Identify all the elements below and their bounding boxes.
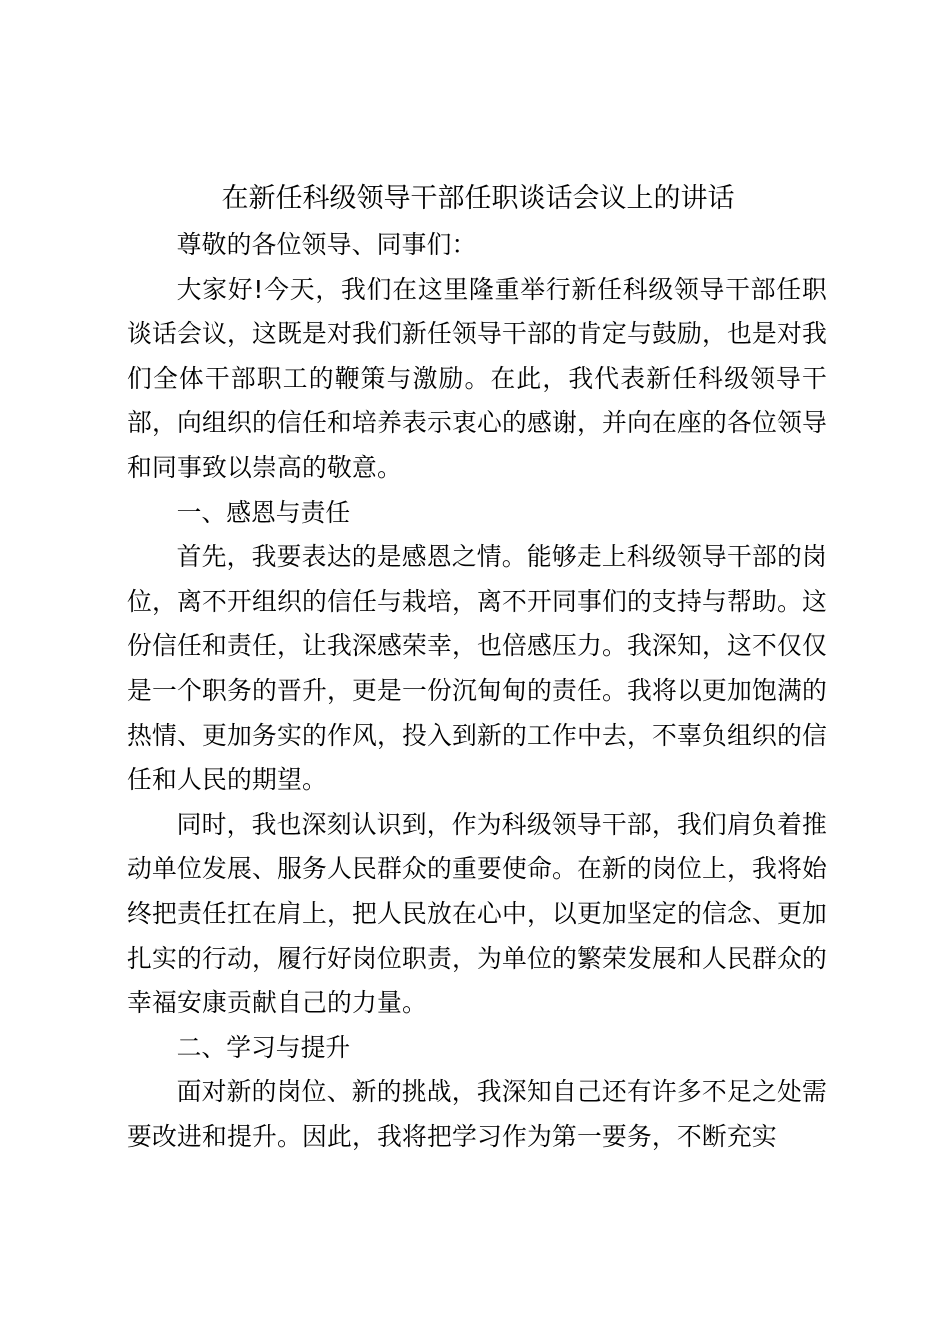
document-body (127, 223, 827, 1159)
section-heading-learning: 二、学习与提升 (176, 1032, 351, 1062)
body-paragraph: 面对新的岗位、新的挑战，我深知自己还有许多不足之处需要改进和提升。因此，我将把学习作为第一要务，不断充实 (127, 1077, 827, 1151)
body-paragraph: 首先，我要表达的是感恩之情。能够走上科级领导干部的岗位，离不开组织的信任与栽培，离不开同事们的支持与帮助。这份信任和责任，让我深感荣幸，也倍感压力。我深知，这不仅仅是一个职务的晋升，更是一份沉甸甸的责任。我将以更加饱满的热情、更加务实的作风，投入到新的工作中去，不辜负组织的信任和人民的期望。 (127, 542, 827, 795)
body-paragraph: 同时，我也深刻认识到，作为科级领导干部，我们肩负着推动单位发展、服务人民群众的重要使命。在新的岗位上，我将始终把责任扛在肩上，把人民放在心中，以更加坚定的信念、更加扎实的行动，履行好岗位职责，为单位的繁荣发展和人民群众的幸福安康贡献自己的力量。 (127, 809, 827, 1018)
intro-paragraph: 大家好!今天，我们在这里隆重举行新任科级领导干部任职谈话会议，这既是对我们新任领导干部的肯定与鼓励，也是对我们全体干部职工的鞭策与激励。在此，我代表新任科级领导干部，向组织的信任和培养表示衷心的感谢，并向在座的各位领导和同事致以崇高的敬意。 (127, 274, 827, 482)
document-title: 在新任科级领导干部任职谈话会议上的讲话 (221, 183, 735, 214)
salutation: 尊敬的各位领导、同事们： (176, 230, 477, 259)
section-heading-gratitude: 一、感恩与责任 (176, 497, 351, 527)
